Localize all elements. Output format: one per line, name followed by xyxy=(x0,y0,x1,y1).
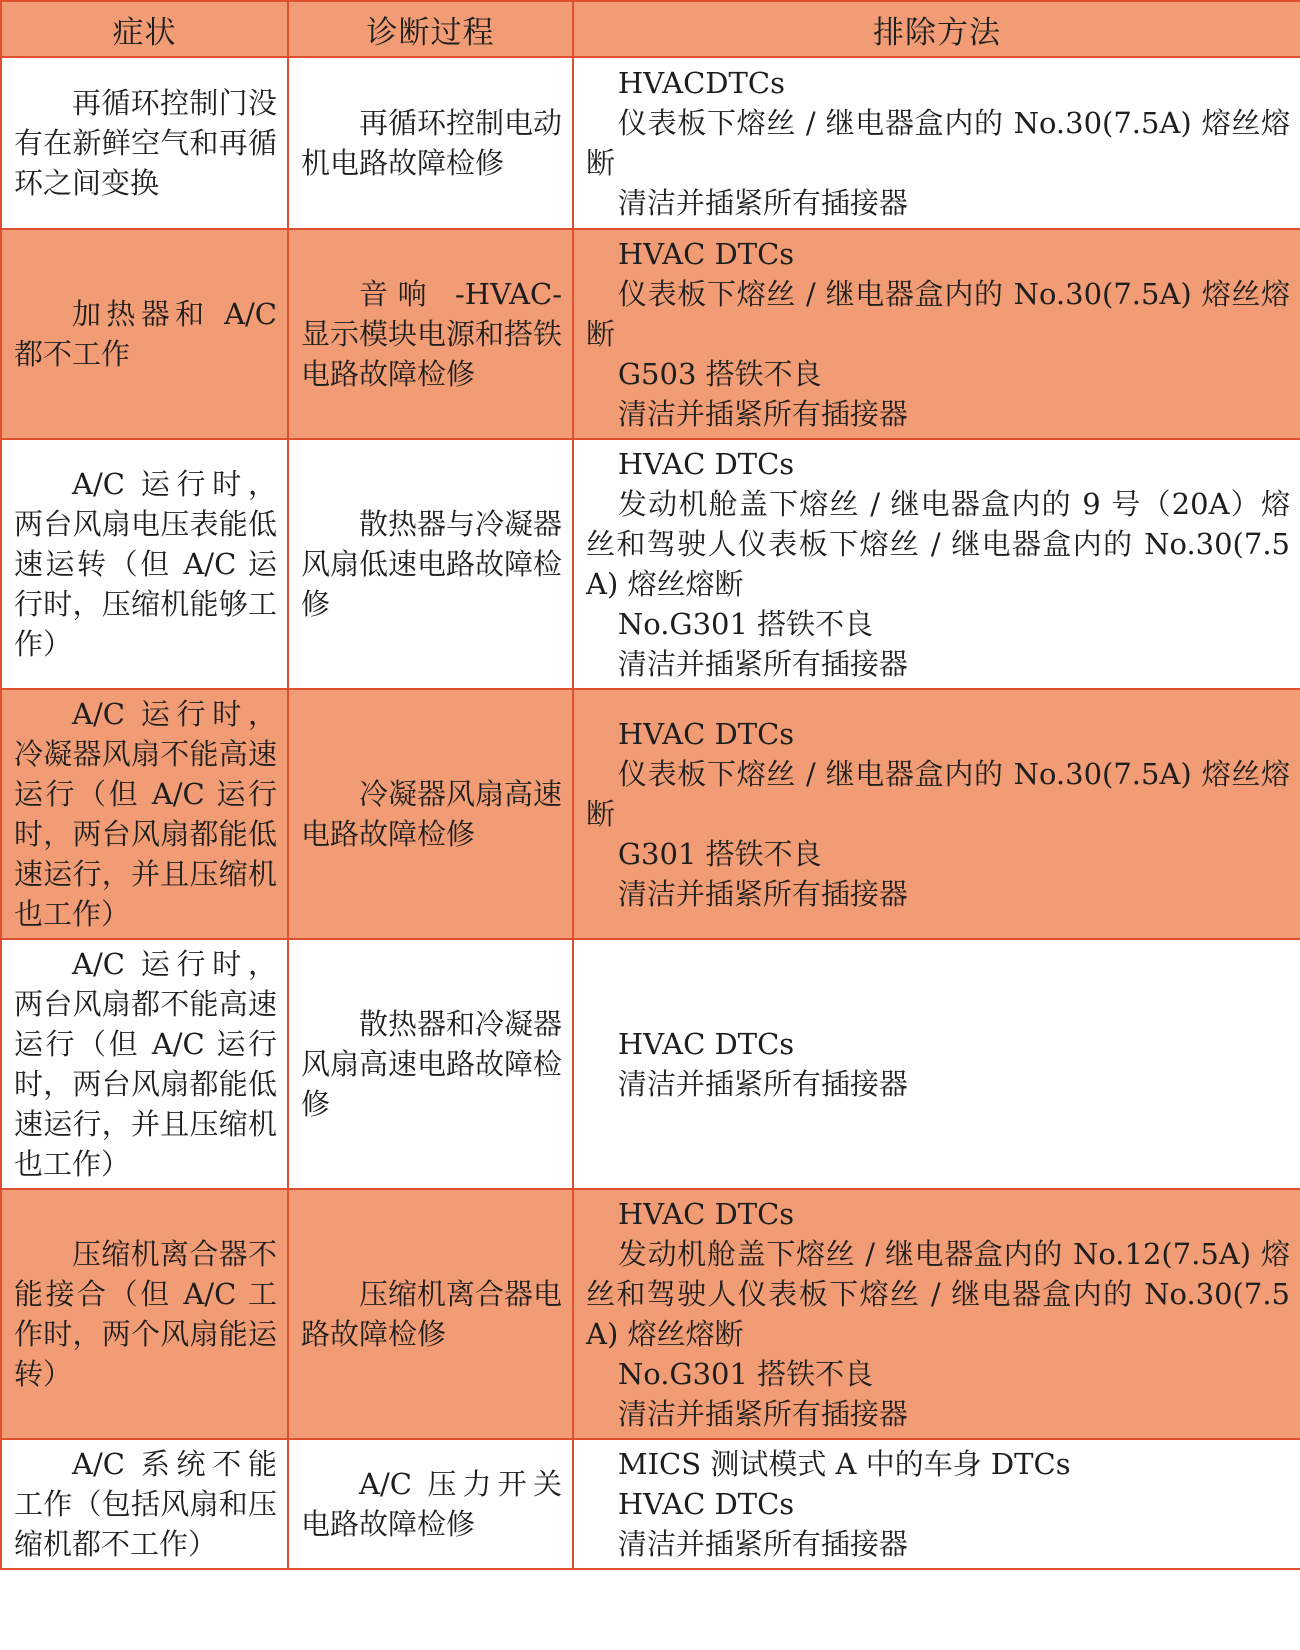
diagnosis-cell xyxy=(288,689,573,939)
diagnosis-text: 散热器与冷凝器风扇低速电路故障检修 xyxy=(301,507,563,621)
table-row xyxy=(1,1439,1300,1569)
symptom-text: A/C 运行时，冷凝器风扇不能高速运行（但 A/C 运行时，两台风扇都能低速运行，并且压缩机也工作） xyxy=(14,697,277,931)
remedy-line: HVAC DTCs xyxy=(617,237,795,271)
remedy-cell xyxy=(573,229,1300,439)
diagnosis-text: 再循环控制电动机电路故障检修 xyxy=(301,106,563,180)
header-symptom: 症状 xyxy=(1,1,288,57)
symptom-cell xyxy=(1,229,288,439)
remedy-line: 发动机舱盖下熔丝 / 继电器盒内的 No.12(7.5A) 熔丝和驾驶人仪表板下熔丝 / 继电器盒内的 No.30(7.5A) 熔丝熔断 xyxy=(586,1237,1290,1351)
remedy-line: G503 搭铁不良 xyxy=(617,357,822,391)
diagnosis-text: 冷凝器风扇高速电路故障检修 xyxy=(301,777,563,851)
header-remedy: 排除方法 xyxy=(573,1,1300,57)
table-row xyxy=(1,229,1300,439)
remedy-cell xyxy=(573,1439,1300,1569)
remedy-line: HVACDTCs xyxy=(617,66,785,100)
remedy-cell xyxy=(573,439,1300,689)
remedy-line: HVAC DTCs xyxy=(617,1487,795,1521)
table-row xyxy=(1,689,1300,939)
remedy-line: HVAC DTCs xyxy=(617,1027,795,1061)
symptom-cell xyxy=(1,689,288,939)
symptom-cell xyxy=(1,1439,288,1569)
header-diagnosis: 诊断过程 xyxy=(288,1,573,57)
remedy-line: HVAC DTCs xyxy=(617,447,795,481)
remedy-cell xyxy=(573,1189,1300,1439)
diagnosis-cell xyxy=(288,939,573,1189)
header-row xyxy=(1,1,1300,57)
symptom-cell xyxy=(1,939,288,1189)
diagnosis-cell xyxy=(288,229,573,439)
diagnosis-text: 音响 -HVAC- 显示模块电源和搭铁电路故障检修 xyxy=(301,277,563,391)
remedy-line: G301 搭铁不良 xyxy=(617,837,822,871)
diagnosis-cell xyxy=(288,1189,573,1439)
diagnosis-cell xyxy=(288,439,573,689)
diagnosis-cell xyxy=(288,57,573,229)
symptom-text: 加热器和 A/C 都不工作 xyxy=(14,297,277,371)
remedy-line: 清洁并插紧所有插接器 xyxy=(617,1067,908,1101)
table-row xyxy=(1,1189,1300,1439)
remedy-line: 清洁并插紧所有插接器 xyxy=(617,1397,908,1431)
symptom-cell xyxy=(1,1189,288,1439)
table-row xyxy=(1,939,1300,1189)
remedy-cell xyxy=(573,57,1300,229)
remedy-cell xyxy=(573,689,1300,939)
remedy-cell xyxy=(573,939,1300,1189)
table-row xyxy=(1,439,1300,689)
remedy-line: 仪表板下熔丝 / 继电器盒内的 No.30(7.5A) 熔丝熔断 xyxy=(586,757,1290,831)
remedy-line: No.G301 搭铁不良 xyxy=(617,1357,874,1391)
remedy-line: 清洁并插紧所有插接器 xyxy=(617,1527,908,1561)
remedy-line: 清洁并插紧所有插接器 xyxy=(617,186,908,220)
diagnosis-text: 压缩机离合器电路故障检修 xyxy=(301,1277,563,1351)
symptom-text: 再循环控制门没有在新鲜空气和再循环之间变换 xyxy=(14,86,277,200)
diagnosis-cell xyxy=(288,1439,573,1569)
diagnosis-text: 散热器和冷凝器风扇高速电路故障检修 xyxy=(301,1007,563,1121)
symptom-cell xyxy=(1,439,288,689)
symptom-text: A/C 系统不能工作（包括风扇和压缩机都不工作） xyxy=(14,1447,277,1561)
remedy-line: 发动机舱盖下熔丝 / 继电器盒内的 9 号（20A）熔丝和驾驶人仪表板下熔丝 / 继电器盒内的 No.30(7.5A) 熔丝熔断 xyxy=(586,487,1290,601)
remedy-line: No.G301 搭铁不良 xyxy=(617,607,874,641)
remedy-line: HVAC DTCs xyxy=(617,1197,795,1231)
symptom-text: A/C 运行时，两台风扇电压表能低速运转（但 A/C 运行时，压缩机能够工作） xyxy=(14,467,277,661)
remedy-line: MICS 测试模式 A 中的车身 DTCs xyxy=(617,1447,1071,1481)
remedy-line: 仪表板下熔丝 / 继电器盒内的 No.30(7.5A) 熔丝熔断 xyxy=(586,106,1290,180)
symptom-cell xyxy=(1,57,288,229)
symptom-text: 压缩机离合器不能接合（但 A/C 工作时，两个风扇能运转） xyxy=(14,1237,277,1391)
remedy-line: 清洁并插紧所有插接器 xyxy=(617,397,908,431)
remedy-line: 清洁并插紧所有插接器 xyxy=(617,877,908,911)
remedy-line: HVAC DTCs xyxy=(617,717,795,751)
diagnosis-text: A/C 压力开关电路故障检修 xyxy=(301,1467,562,1541)
remedy-line: 仪表板下熔丝 / 继电器盒内的 No.30(7.5A) 熔丝熔断 xyxy=(586,277,1290,351)
table-row xyxy=(1,57,1300,229)
symptom-text: A/C 运行时，两台风扇都不能高速运行（但 A/C 运行时，两台风扇都能低速运行，并且压缩机也工作） xyxy=(14,947,277,1181)
remedy-line: 清洁并插紧所有插接器 xyxy=(617,647,908,681)
